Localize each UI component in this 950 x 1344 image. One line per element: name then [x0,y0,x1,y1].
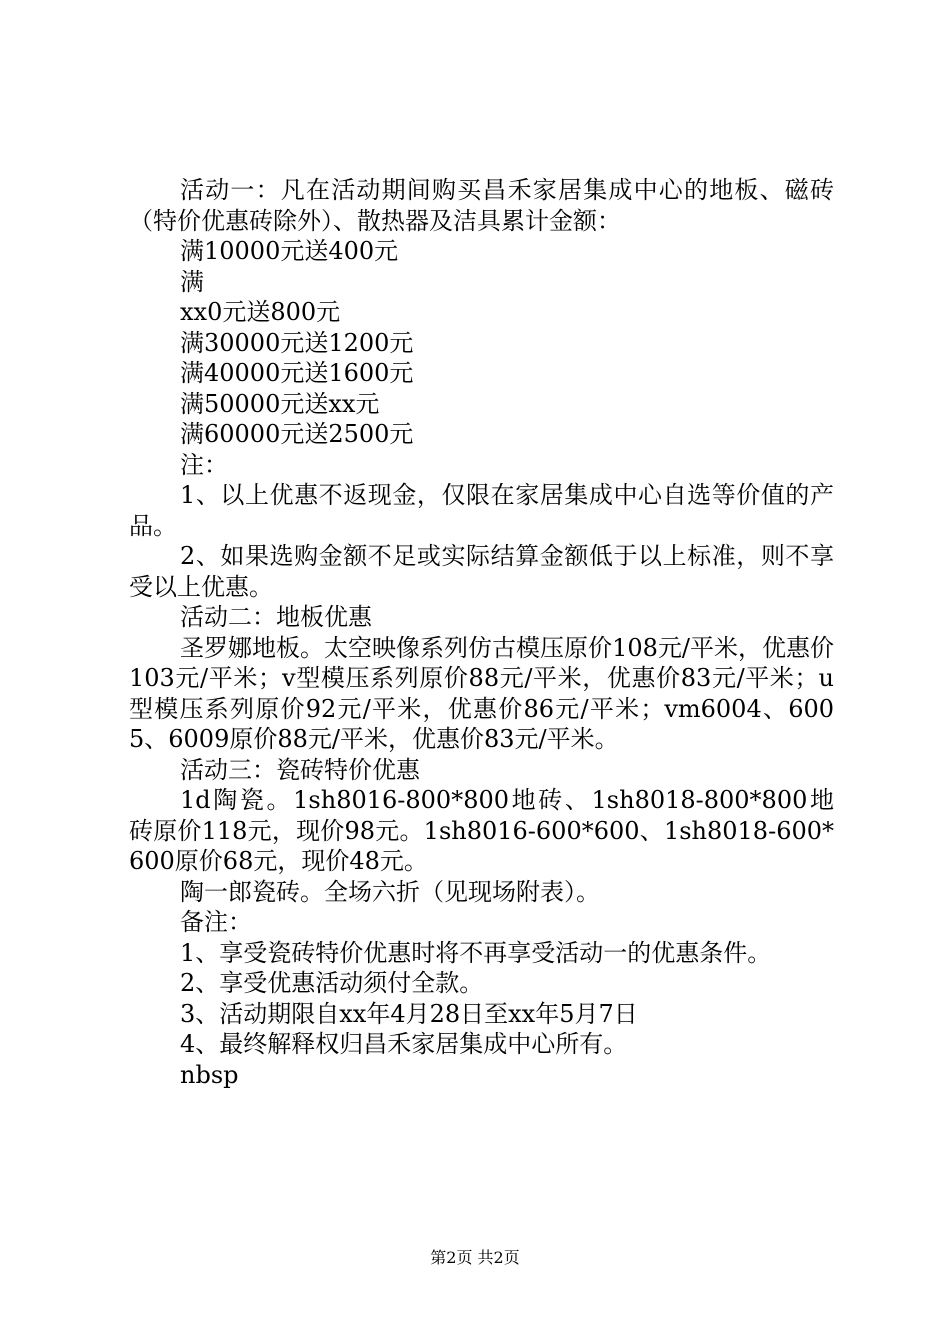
paragraph-remark-3: 3、活动期限自xx年4月28日至xx年5月7日 [180,999,638,1028]
paragraph-tier-50000: 满50000元送xx元 [180,389,380,418]
paragraph-nbsp: nbsp [180,1060,239,1089]
paragraph-activity-one: 活动一：凡在活动期间购买昌禾家居集成中心的地板、磁砖（特价优惠砖除外）、散热器及洁具累计金额： [129,176,834,235]
paragraph-remarks-heading: 备注： [180,908,252,936]
paragraph-remark-4: 4、最终解释权归昌禾家居集成中心所有。 [180,1030,628,1058]
paragraph-tier-10000: 满10000元送400元 [180,237,399,265]
paragraph-note-1: 1、以上优惠不返现金，仅限在家居集成中心自选等价值的产品。 [129,481,834,540]
paragraph-activity-three: 活动三：瓷砖特价优惠 [180,755,420,784]
paragraph-tier-40000: 满40000元送1600元 [180,359,414,387]
paragraph-floor-offer: 圣罗娜地板。太空映像系列仿古模压原价108元/平米，优惠价103元/平米；v型模压系列原价88元/平米，优惠价83元/平米；u型模压系列原价92元/平米，优惠价86元/平米；vm6004、6005、6009原价88元/平米，优惠价83元/平米。 [129,633,834,753]
paragraph-tile-offer-taoyilang: 陶一郎瓷砖。全场六折（见现场附表）。 [180,877,600,906]
paragraph-note-2: 2、如果选购金额不足或实际结算金额低于以上标准，则不享受以上优惠。 [129,542,834,601]
paragraph-remark-1: 1、享受瓷砖特价优惠时将不再享受活动一的优惠条件。 [180,938,772,967]
paragraph-tier-60000: 满60000元送2500元 [180,420,414,448]
paragraph-tier-30000: 满30000元送1200元 [180,328,414,357]
page-number-footer: 第2页 共2页 [430,1248,520,1267]
paragraph-tier-man: 满 [180,267,204,296]
paragraph-activity-two: 活动二：地板优惠 [180,603,372,631]
paragraph-note-heading: 注： [180,450,228,479]
paragraph-tile-offer-1d: 1d陶瓷。1sh8016-800*800地砖、1sh8018-800*800地砖原价118元，现价98元。1sh8016-600*600、1sh8018-600*600原价68元，现价48元。 [129,786,834,875]
paragraph-remark-2: 2、享受优惠活动须付全款。 [180,969,484,997]
paragraph-tier-xx0: xx0元送800元 [180,298,341,326]
document-body [129,175,834,1090]
